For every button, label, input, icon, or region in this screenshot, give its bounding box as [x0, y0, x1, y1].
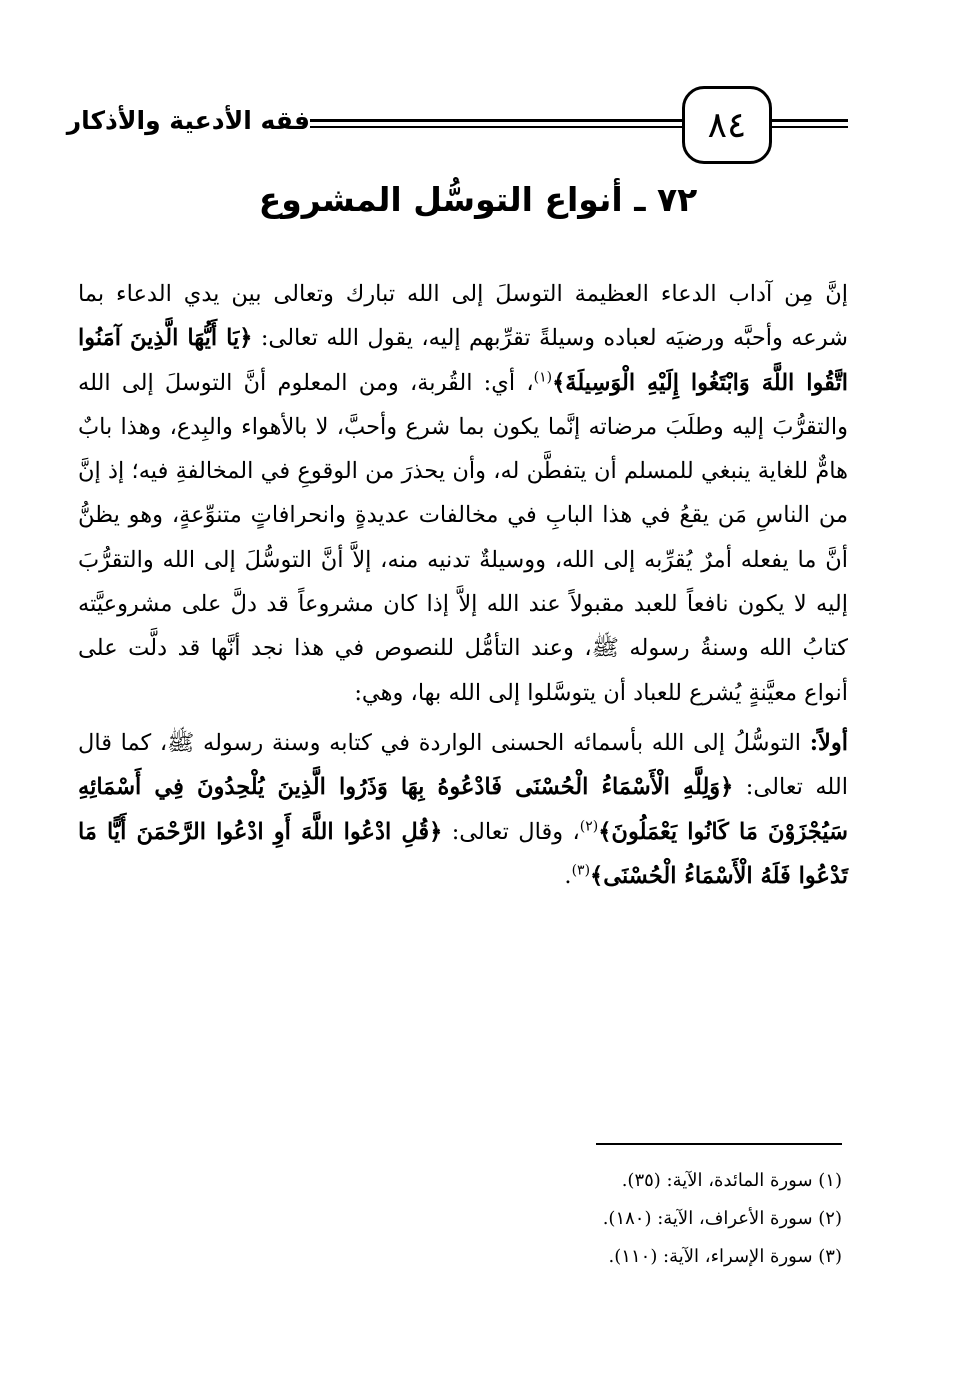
- footnote-ref-2[interactable]: (٢): [579, 818, 599, 835]
- footnote-ref-1[interactable]: (١): [533, 369, 553, 386]
- page-number: ٨٤: [707, 104, 747, 146]
- p2-mid: ، وقال تعالى:: [442, 818, 580, 845]
- p1-intro: إنَّ مِن آداب الدعاء العظيمة التوسلَ إلى الله تبارك وتعالى بين يدي الدعاء بما شرعه وأحبَّه ورضيَه لعباده وسيلةً تقرِّبهم إليه، يقول الله تعالى:: [78, 281, 848, 352]
- section-heading: ٧٢ ـ أنواع التوسُّل المشروع: [258, 180, 698, 219]
- page-number-badge: [682, 86, 772, 164]
- header-rule-right-thin: [768, 126, 848, 128]
- running-title: فقه الأدعية والأذكار: [66, 106, 310, 135]
- footnote-1: (١) سورة المائدة، الآية: (٣٥).: [621, 1170, 842, 1191]
- footnote-3: (٣) سورة الإسراء، الآية: (١١٠).: [608, 1246, 842, 1267]
- quran-verse: ﴿قُلِ ادْعُوا اللَّهَ أَوِ ادْعُوا الرَّحْمَنَ أَيًّا مَا تَدْعُوا فَلَهُ الْأَسْمَاءُ الْحُسْنَى﴾: [78, 818, 848, 889]
- footnote-2: (٢) سورة الأعراف، الآية: (١٨٠).: [602, 1208, 842, 1229]
- p2-end: .: [564, 862, 572, 889]
- p1-rest: ، أي: القُربة، ومن المعلوم أنَّ التوسلَ إلى الله والتقرُّبَ إليه وطلَبَ مرضاته إنَّما يكون بما شرع وأحبَّ، لا بالأهواء والبِدع، وهذا بابٌ هامٌّ للغاية ينبغي للمسلم أن يتفطَّن له، وأن يحذرَ من الوقوعِ في المخالفةِ فيه؛ إذ إنَّ من الناسِ مَن يقعُ في هذا البابِ في مخالفات عديدةٍ وانحرافاتٍ متنوِّعةٍ، وهو يظنُّ أنَّ ما يفعله أمرٌ يُقرِّبه إلى الله، ووسيلةٌ تدنيه منه، إلاَّ أنَّ التوسُّلَ إلى الله والتقرُّبَ إليه لا يكون نافعاً للعبد مقبولاً عند الله إلاَّ إذا كان مشروعاً قد دلَّ على مشروعيَّته كتابُ الله وسنةُ رسوله ﷺ، وعند التأمُّل للنصوص في هذا نجد أنَّها قد دلَّت على أنواع معيَّنةٍ يُشرع للعباد أن يتوسَّلوا إلى الله بها، وهي:: [78, 369, 848, 706]
- page-header: [66, 86, 848, 166]
- paragraph-2: [78, 721, 848, 898]
- body-text: [78, 272, 848, 898]
- p2-lead: أولاً:: [809, 729, 848, 756]
- header-rule-right: [768, 119, 848, 122]
- footnotes: [400, 1162, 842, 1276]
- footnote-ref-3[interactable]: (٣): [571, 862, 591, 879]
- header-rule-left: [310, 119, 682, 122]
- quran-verse: ﴿يَا أَيُّهَا الَّذِينَ آمَنُوا اتَّقُوا اللَّهَ وَابْتَغُوا إِلَيْهِ الْوَسِيلَةَ﴾: [78, 325, 848, 396]
- paragraph-1: [78, 272, 848, 715]
- p2-intro: التوسُّلُ إلى الله بأسمائه الحسنى الواردة في كتابه وسنة رسوله ﷺ، كما قال الله تعالى:: [78, 729, 848, 801]
- quran-verse: ﴿وَلِلَّهِ الْأَسْمَاءُ الْحُسْنَى فَادْعُوهُ بِهَا وَذَرُوا الَّذِينَ يُلْحِدُونَ فِي أَسْمَائِهِ سَيُجْزَوْنَ مَا كَانُوا يَعْمَلُونَ﴾: [78, 774, 848, 845]
- header-rule-left-thin: [310, 126, 682, 128]
- footnote-divider: [596, 1143, 842, 1145]
